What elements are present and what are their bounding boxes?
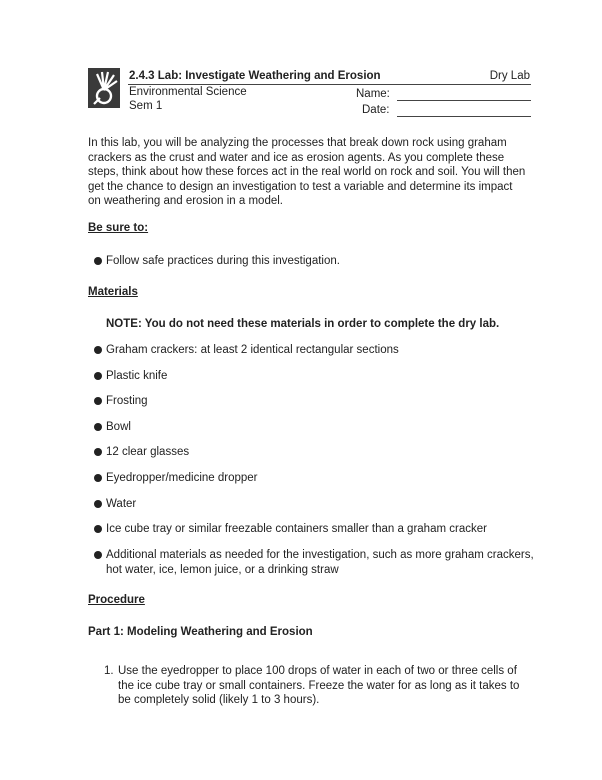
list-item: Bowl — [94, 420, 534, 435]
list-item: Graham crackers: at least 2 identical rectangular sections — [94, 343, 534, 358]
bullet-icon — [94, 346, 102, 354]
bullet-icon — [94, 448, 102, 456]
header-divider — [128, 84, 531, 85]
semester: Sem 1 — [129, 100, 163, 112]
course-name: Environmental Science — [129, 86, 247, 98]
list-item: Plastic knife — [94, 369, 534, 384]
list-item: Eyedropper/medicine dropper — [94, 471, 534, 486]
lab-type: Dry Lab — [489, 70, 530, 82]
name-label: Name: — [356, 88, 390, 100]
bullet-icon — [94, 397, 102, 405]
be-sure-heading: Be sure to: — [88, 222, 149, 234]
procedure-step — [100, 664, 530, 708]
list-item: Additional materials as needed for the investigation, such as more graham crackers, hot water, ice, lemon juice, or a drinking straw — [94, 548, 534, 577]
date-label: Date: — [362, 104, 390, 116]
list-item: Frosting — [94, 394, 534, 409]
step-text: Use the eyedropper to place 100 drops of water in each of two or three cells of the ice cube tray or small containers. Freeze the water for as long as it takes to be completely solid (likely 1 to 3 hours). — [118, 665, 520, 706]
bullet-icon — [94, 423, 102, 431]
lab-title: 2.4.3 Lab: Investigate Weathering and Erosion — [129, 70, 381, 82]
materials-note: NOTE: You do not need these materials in order to complete the dry lab. — [106, 318, 500, 330]
logo-icon — [88, 68, 120, 108]
materials-heading: Materials — [88, 286, 138, 298]
list-item: 12 clear glasses — [94, 445, 534, 460]
name-field[interactable] — [397, 100, 531, 101]
intro-paragraph: In this lab, you will be analyzing the processes that break down rock using graham crackers as the crust and water and ice as erosion agents. As you complete these steps, think about how these forces act in the real world on rock and soil. You will then get the chance to design an investigation to test a variable and determine its impact on weathering and erosion in a model. — [88, 137, 526, 207]
step-number: 1. — [104, 665, 114, 677]
part1-title: Part 1: Modeling Weathering and Erosion — [88, 626, 313, 638]
bullet-icon — [94, 372, 102, 380]
bullet-icon — [94, 525, 102, 533]
procedure-heading: Procedure — [88, 594, 145, 606]
bullet-icon — [94, 500, 102, 508]
list-item: Water — [94, 497, 534, 512]
list-item: Follow safe practices during this investigation. — [94, 254, 534, 269]
bullet-icon — [94, 257, 102, 265]
list-item: Ice cube tray or similar freezable containers smaller than a graham cracker — [94, 522, 534, 537]
date-field[interactable] — [397, 116, 531, 117]
bullet-icon — [94, 551, 102, 559]
bullet-icon — [94, 474, 102, 482]
